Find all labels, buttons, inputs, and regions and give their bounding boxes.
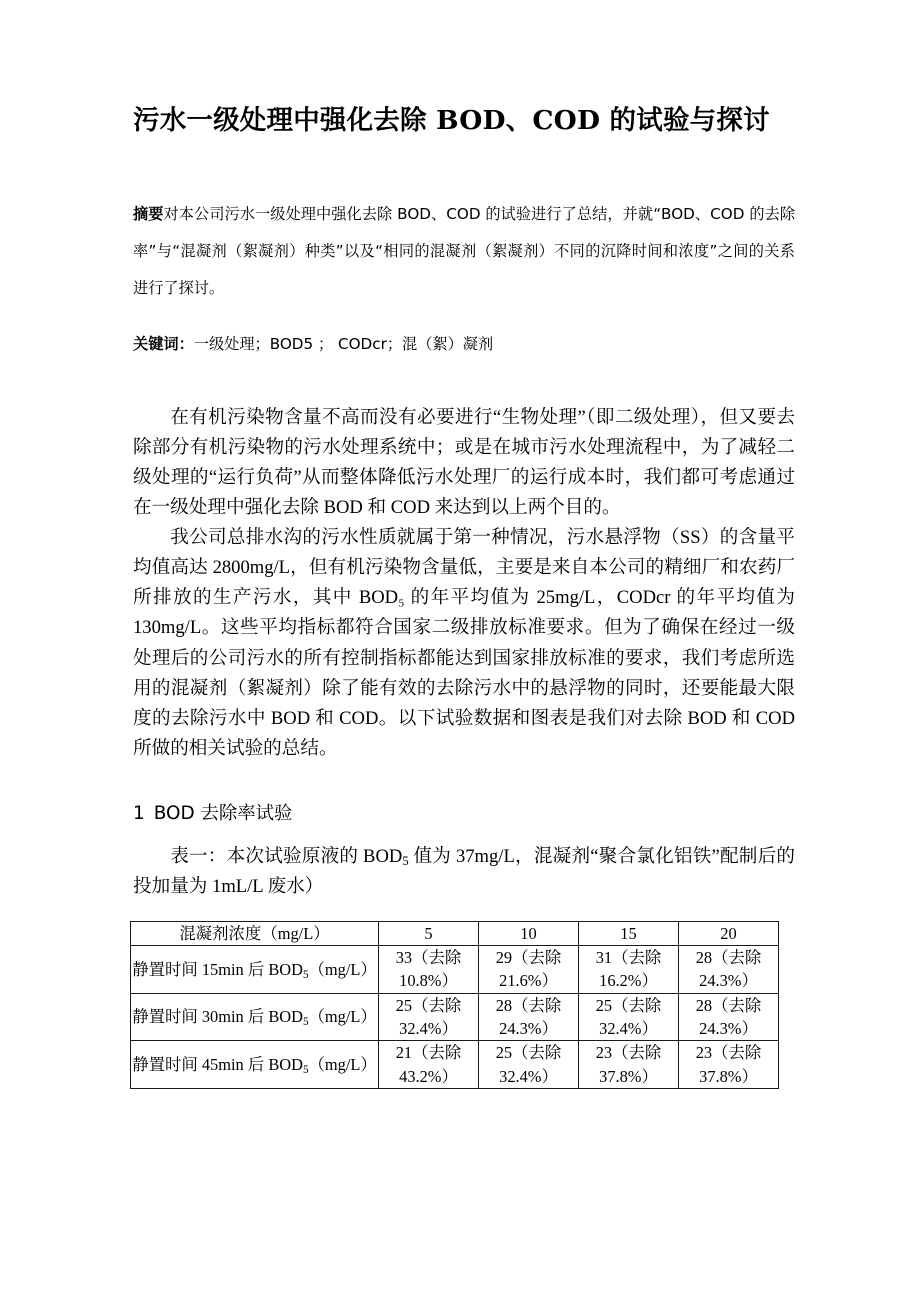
- bod-removal-table-wrap: [130, 921, 778, 1089]
- table-cell: [679, 993, 779, 1041]
- cell-removal: 16.2%）: [599, 971, 658, 991]
- row-label-text-a: 静置时间 15min 后 BOD: [132, 959, 303, 979]
- cell-value: 25（去除: [495, 1043, 562, 1063]
- keywords-block: [133, 329, 795, 361]
- abstract-block: [133, 196, 795, 306]
- table-row-label-45min: [131, 1041, 379, 1089]
- table-cell: [379, 993, 479, 1041]
- table-header-col-2: 10: [479, 921, 579, 945]
- table-row: [131, 946, 779, 994]
- table-cell: [579, 993, 679, 1041]
- cell-value: 28（去除: [495, 995, 562, 1015]
- section-heading: [133, 764, 795, 828]
- table-row-label-15min: [131, 946, 379, 994]
- cell-value: 21（去除: [395, 1043, 462, 1063]
- table-cell: [479, 993, 579, 1041]
- table-header-col-4: 20: [679, 921, 779, 945]
- cell-value: 31（去除: [595, 948, 662, 968]
- keywords-text: 一级处理；BOD5 ； CODcr；混（絮）凝剂: [193, 334, 494, 353]
- table-row: [131, 993, 779, 1041]
- cell-removal: 24.3%）: [499, 1019, 558, 1039]
- row-label-subscript: 5: [302, 1064, 309, 1077]
- cell-removal: 32.4%）: [599, 1019, 658, 1039]
- table-header-row: [131, 921, 779, 945]
- table-caption-text-b: 值为 37mg/L，混凝剂“聚合氯化铝铁”配制后的投加量为 1mL/L 废水）: [133, 845, 795, 897]
- cell-removal: 43.2%）: [399, 1066, 458, 1086]
- cell-value: 33（去除: [395, 948, 462, 968]
- table-caption-subscript: 5: [402, 854, 409, 869]
- table-cell: [679, 946, 779, 994]
- row-label-text-a: 静置时间 45min 后 BOD: [132, 1054, 303, 1074]
- cell-value: 25（去除: [395, 995, 462, 1015]
- table-cell: [379, 1041, 479, 1089]
- abstract-text: 对本公司污水一级处理中强化去除 BOD、COD 的试验进行了总结，并就“BOD、COD 的去除率”与“混凝剂（絮凝剂）种类”以及“相同的混凝剂（絮凝剂）不同的沉降时间和浓度”之间的关系进行了探讨。: [133, 205, 796, 297]
- body-paragraph-2: 我公司总排水沟的污水性质就属于第一种情况，污水悬浮物（SS）的含量平均值高达 2800mg/L，但有机污染物含量低，主要是来自本公司的精细厂和农药厂所排放的生产污水，其中 BOD₅ 的年平均值为 25mg/L，CODcr 的年平均值为 130mg/L。这些平均指标都符合国家二级排放标准要求。但为了确保在经过一级处理后的公司污水的所有控制指标都能达到国家排放标准的要求，我们考虑所选用的混凝剂（絮凝剂）除了能有效的去除污水中的悬浮物的同时，还要能最大限度的去除污水中 BOD 和 COD。以下试验数据和图表是我们对去除 BOD 和 COD 所做的相关试验的总结。: [133, 527, 795, 759]
- table-cell: [579, 1041, 679, 1089]
- table-caption: [133, 828, 795, 902]
- table-header-col-1: 5: [379, 921, 479, 945]
- row-label-text-a: 静置时间 30min 后 BOD: [132, 1007, 303, 1027]
- row-label-text-b: （mg/L）: [308, 1054, 377, 1074]
- cell-value: 23（去除: [695, 1043, 762, 1063]
- table-caption-prefix: 表一：: [170, 845, 227, 867]
- section-number: 1: [133, 803, 145, 825]
- table-cell: [579, 946, 679, 994]
- row-label-text-b: （mg/L）: [308, 959, 377, 979]
- body-paragraph-1: 在有机污染物含量不高而没有必要进行“生物处理”（即二级处理），但又要去除部分有机污染物的污水处理系统中；或是在城市污水处理流程中，为了减轻二级处理的“运行负荷”从而整体降低污水处理厂的运行成本时，我们都可考虑通过在一级处理中强化去除 BOD 和 COD 来达到以上两个目的。: [133, 406, 795, 519]
- section-title: BOD 去除率试验: [153, 803, 293, 825]
- abstract-label: 摘要: [133, 205, 164, 224]
- cell-removal: 32.4%）: [399, 1019, 458, 1039]
- cell-value: 25（去除: [595, 995, 662, 1015]
- row-label-subscript: 5: [302, 968, 309, 981]
- cell-value: 29（去除: [495, 948, 562, 968]
- table-caption-text-a: 本次试验原液的 BOD: [226, 845, 403, 867]
- keywords-label: 关键词：: [133, 334, 194, 353]
- cell-value: 28（去除: [695, 948, 762, 968]
- table-row-label-30min: [131, 993, 379, 1041]
- cell-removal: 10.8%）: [399, 971, 458, 991]
- table-row: [131, 1041, 779, 1089]
- cell-removal: 21.6%）: [499, 971, 558, 991]
- cell-removal: 37.8%）: [699, 1066, 758, 1086]
- cell-removal: 24.3%）: [699, 971, 758, 991]
- cell-removal: 32.4%）: [499, 1066, 558, 1086]
- table-header-label: 混凝剂浓度（mg/L）: [131, 921, 379, 945]
- table-cell: [679, 1041, 779, 1089]
- cell-removal: 37.8%）: [599, 1066, 658, 1086]
- cell-value: 28（去除: [695, 995, 762, 1015]
- page-title: 污水一级处理中强化去除 BOD、COD 的试验与探讨: [133, 105, 770, 136]
- table-header-col-3: 15: [579, 921, 679, 945]
- row-label-subscript: 5: [302, 1016, 309, 1029]
- table-cell: [479, 1041, 579, 1089]
- page-content: [133, 0, 795, 1089]
- bod-removal-table: [130, 921, 779, 1089]
- cell-value: 23（去除: [595, 1043, 662, 1063]
- table-cell: [479, 946, 579, 994]
- cell-removal: 24.3%）: [699, 1019, 758, 1039]
- row-label-text-b: （mg/L）: [308, 1007, 377, 1027]
- table-cell: [379, 946, 479, 994]
